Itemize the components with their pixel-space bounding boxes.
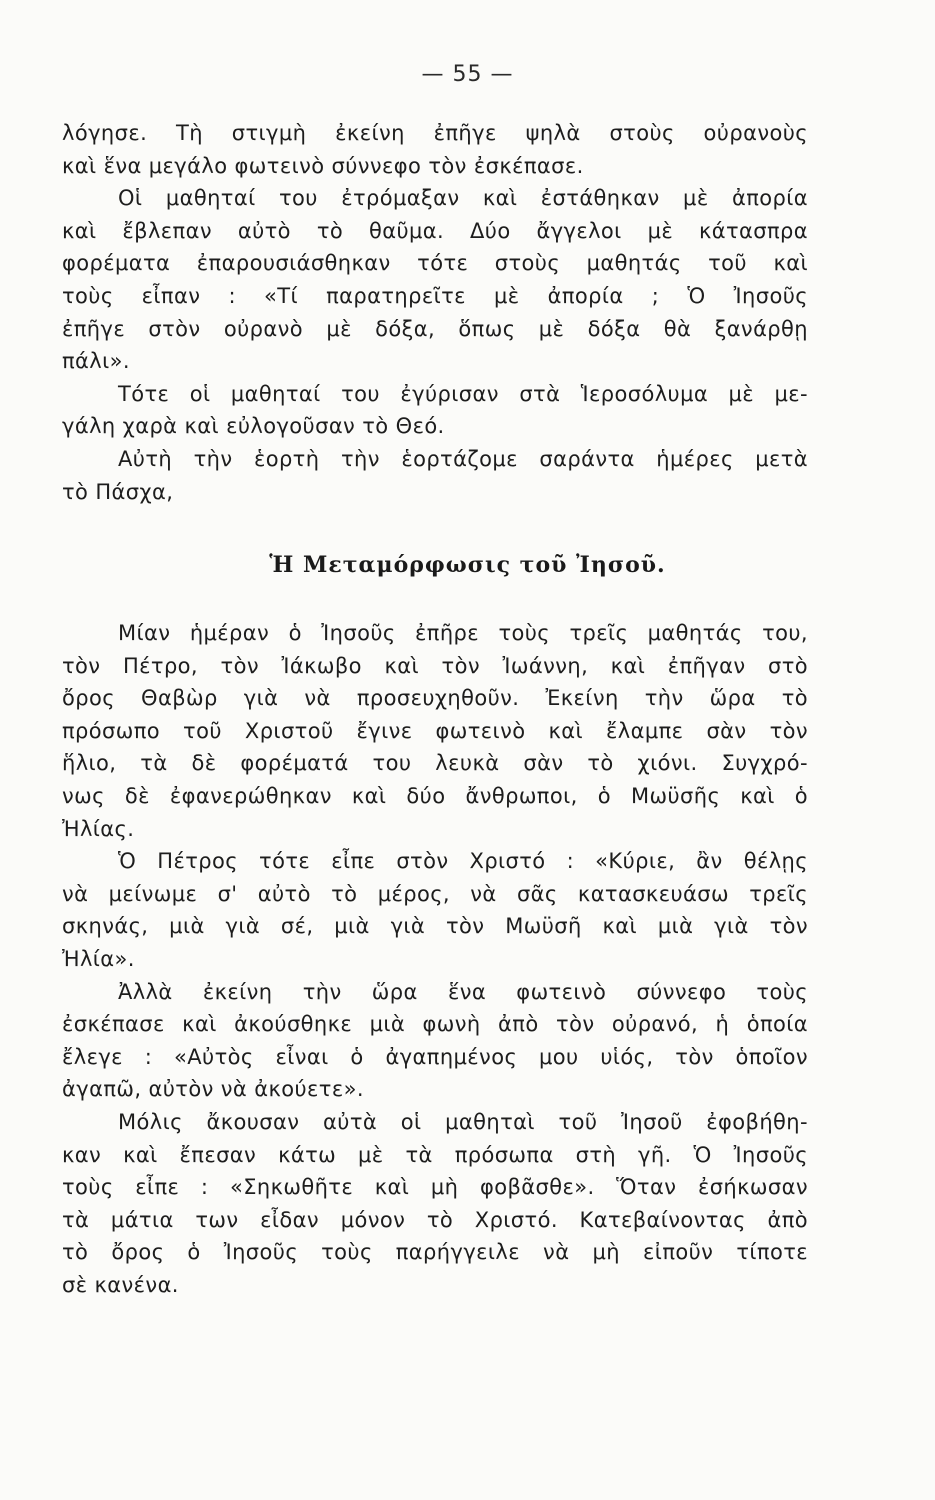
text-line: γάλη χαρὰ καὶ εὐλογοῦσαν τὸ Θεό.	[62, 414, 445, 439]
text-line: Τότε οἱ μαθηταί του ἐγύρισαν στὰ Ἱεροσόλυμα μὲ με-	[118, 381, 808, 406]
text-line: τὸ ὄρος ὁ Ἰησοῦς τοὺς παρήγγειλε νὰ μὴ εἰποῦν τίποτε	[62, 1240, 808, 1265]
text-line: καὶ ἔβλεπαν αὐτὸ τὸ θαῦμα. Δύο ἄγγελοι μὲ κάτασπρα	[62, 218, 808, 243]
text-line: τὸν Πέτρο, τὸν Ἰάκωβο καὶ τὸν Ἰωάννη, καὶ ἐπῆγαν στὸ	[62, 653, 808, 678]
text-line: Μόλις ἄκουσαν αὐτὰ οἱ μαθηταὶ τοῦ Ἰησοῦ ἐφοβήθη-	[118, 1109, 808, 1134]
text-line: φορέματα ἐπαρουσιάσθηκαν τότε στοὺς μαθητάς τοῦ καὶ	[62, 251, 808, 276]
page-number: — 55 —	[421, 62, 514, 87]
text-line: νως δὲ ἐφανερώθηκαν καὶ δύο ἄνθρωποι, ὁ Μωϋσῆς καὶ ὁ	[62, 783, 808, 808]
text-line: καὶ ἕνα μεγάλο φωτεινὸ σύννεφο τὸν ἐσκέπασε.	[62, 153, 584, 178]
text-line: σκηνάς, μιὰ γιὰ σέ, μιὰ γιὰ τὸν Μωϋσῆ καὶ μιὰ γιὰ τὸν	[62, 914, 808, 939]
text-line: ἐπῆγε στὸν οὐρανὸ μὲ δόξα, ὅπως μὲ δόξα θὰ ξανάρθῃ	[62, 316, 808, 341]
text-line: πρόσωπο τοῦ Χριστοῦ ἔγινε φωτεινὸ καὶ ἔλαμπε σὰν τὸν	[62, 718, 808, 743]
text-line: νὰ μείνωμε σ' αὐτὸ τὸ μέρος, νὰ σᾶς κατασκευάσω τρεῖς	[62, 881, 808, 906]
text-block-top	[62, 117, 808, 508]
text-line: τοὺς εἶπαν : «Τί παρατηρεῖτε μὲ ἀπορία ; Ὁ Ἰησοῦς	[62, 283, 808, 308]
text-line: ἀγαπῶ, αὐτὸν νὰ ἀκούετε».	[62, 1077, 364, 1102]
section-heading: Ἡ Μεταμόρφωσις τοῦ Ἰησοῦ.	[269, 552, 666, 578]
text-line: Ἠλία».	[62, 946, 135, 971]
text-line: Ἀλλὰ ἐκείνη τὴν ὥρα ἕνα φωτεινὸ σύννεφο τοὺς	[118, 979, 808, 1004]
text-line: Μίαν ἡμέραν ὁ Ἰησοῦς ἐπῆρε τοὺς τρεῖς μαθητάς του,	[118, 621, 808, 645]
text-line: λόγησε. Τὴ στιγμὴ ἐκείνη ἐπῆγε ψηλὰ στοὺς οὐρανοὺς	[62, 121, 808, 145]
text-line: τὰ μάτια των εἶδαν μόνον τὸ Χριστό. Κατεβαίνοντας ἀπὸ	[62, 1207, 808, 1232]
text-line: Ὁ Πέτρος τότε εἶπε στὸν Χριστό : «Κύριε, ἂν θέλῃς	[118, 849, 808, 874]
text-line: Ἠλίας.	[62, 816, 135, 841]
text-line: καν καὶ ἔπεσαν κάτω μὲ τὰ πρόσωπα στὴ γῆ. Ὁ Ἰησοῦς	[62, 1142, 808, 1167]
text-line: ἐσκέπασε καὶ ἀκούσθηκε μιὰ φωνὴ ἀπὸ τὸν οὐρανό, ἡ ὁποία	[62, 1012, 808, 1037]
text-line: ὄρος Θαβὼρ γιὰ νὰ προσευχηθοῦν. Ἐκείνη τὴν ὥρα τὸ	[62, 686, 808, 711]
text-line: τὸ Πάσχα,	[62, 479, 174, 504]
text-line: τοὺς εἶπε : «Σηκωθῆτε καὶ μὴ φοβᾶσθε». Ὅταν ἐσήκωσαν	[62, 1175, 808, 1200]
text-line: ἔλεγε : «Αὐτὸς εἶναι ὁ ἀγαπημένος μου υἱός, τὸν ὁποῖον	[62, 1044, 808, 1069]
text-line: ἥλιο, τὰ δὲ φορέματά του λευκὰ σὰν τὸ χιόνι. Συγχρό-	[62, 751, 808, 776]
text-line: Αὐτὴ τὴν ἑορτὴ τὴν ἑορτάζομε σαράντα ἡμέρες μετὰ	[118, 446, 808, 471]
text-line: σὲ κανένα.	[62, 1272, 179, 1297]
text-line: πάλι».	[62, 349, 130, 374]
text-block-bottom	[62, 617, 808, 1301]
text-line: Οἱ μαθηταί του ἐτρόμαξαν καὶ ἐστάθηκαν μὲ ἀπορία	[118, 186, 808, 211]
